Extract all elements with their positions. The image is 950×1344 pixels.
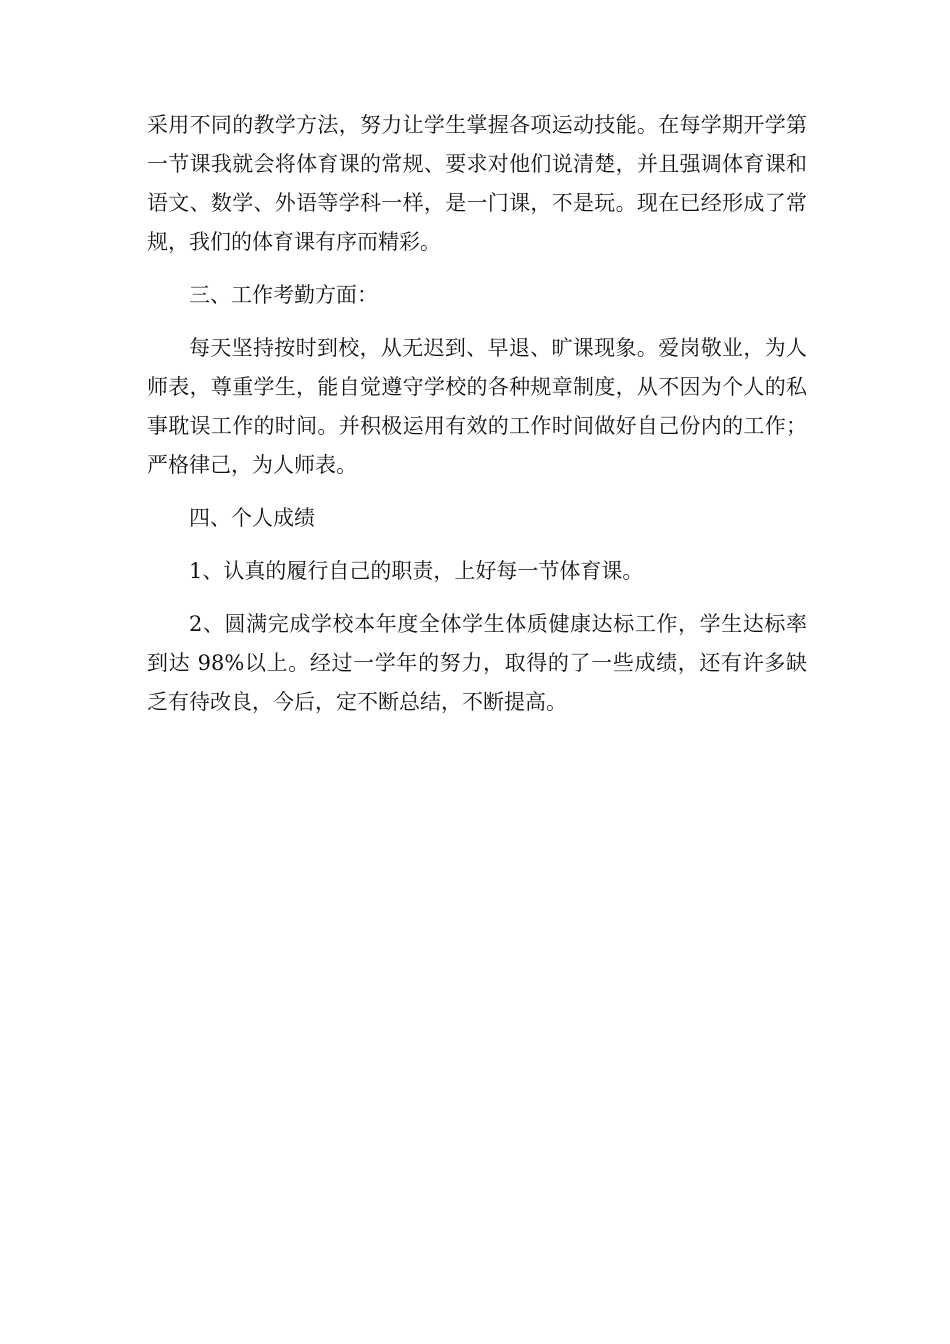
paragraph-achievement-2: 2、圆满完成学校本年度全体学生体质健康达标工作，学生达标率到达 98%以上。经过一学年的努力，取得的了一些成绩，还有许多缺乏有待改良，今后，定不断总结，不断提高。 <box>147 612 807 714</box>
heading-attendance: 三、工作考勤方面： <box>189 283 378 307</box>
paragraph-attendance: 每天坚持按时到校，从无迟到、早退、旷课现象。爱岗敬业，为人师表，尊重学生，能自觉遵守学校的各种规章制度，从不因为个人的私事耽误工作的时间。并积极运用有效的工作时间做好自己份内的工作；严格律己，为人师表。 <box>147 336 807 477</box>
paragraph-achievement-1: 1、认真的履行自己的职责，上好每一节体育课。 <box>189 559 644 583</box>
document-body <box>147 106 807 722</box>
heading-achievements: 四、个人成绩 <box>189 506 315 530</box>
paragraph-teaching-methods: 采用不同的教学方法，努力让学生掌握各项运动技能。在每学期开学第一节课我就会将体育课的常规、要求对他们说清楚，并且强调体育课和语文、数学、外语等学科一样，是一门课，不是玩。现在已经形成了常规，我们的体育课有序而精彩。 <box>147 113 807 254</box>
